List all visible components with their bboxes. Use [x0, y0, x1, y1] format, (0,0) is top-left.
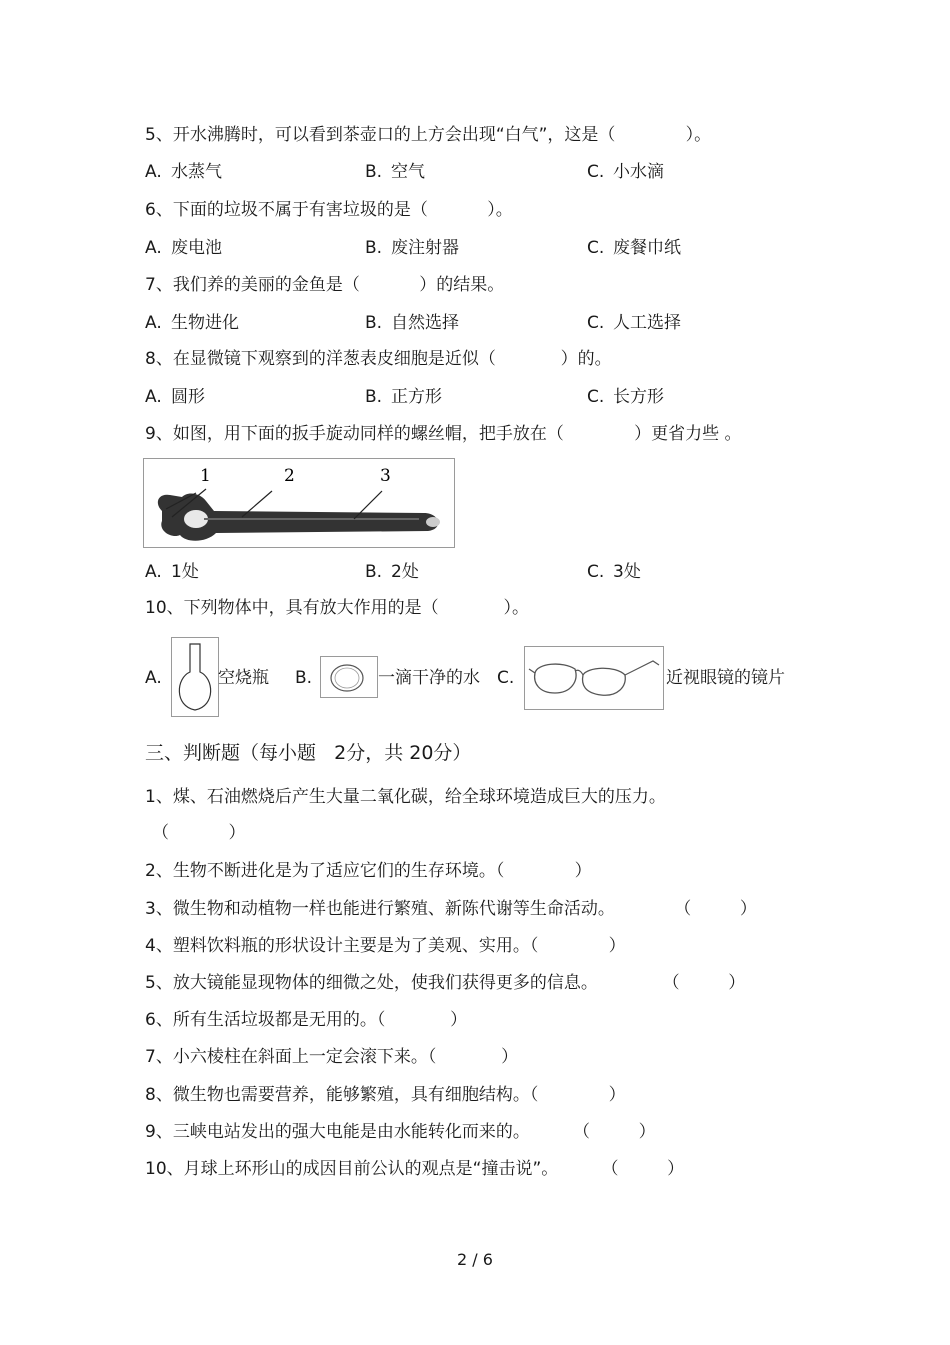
q10-option-b-text: 一滴干净的水: [378, 668, 480, 688]
wrench-label-2: 2: [284, 466, 295, 486]
q8-option-c: C. 长方形: [587, 387, 664, 407]
q8-option-b: B. 正方形: [365, 387, 442, 407]
q10-option-a-text: 空烧瓶: [218, 668, 269, 688]
glasses-image: [524, 646, 664, 710]
judge-item-6: 6、所有生活垃圾都是无用的。（ ）: [145, 1010, 468, 1030]
judge-item-7: 7、小六棱柱在斜面上一定会滚下来。（ ）: [145, 1047, 519, 1067]
judge-item-3: 3、微生物和动植物一样也能进行繁殖、新陈代谢等生命活动。 （ ）: [145, 899, 757, 919]
glasses-icon: [525, 647, 663, 709]
flask-image: [171, 637, 219, 717]
page-number: 2 / 6: [457, 1250, 493, 1269]
wrench-label-3: 3: [380, 466, 391, 486]
question-8-stem: 8、在显微镜下观察到的洋葱表皮细胞是近似（ ）的。: [145, 349, 612, 369]
q10-option-c-key: C.: [497, 668, 515, 688]
judge-item-1-paren: （ ）: [152, 823, 246, 843]
q5-option-a: A. 水蒸气: [145, 162, 222, 182]
q6-option-c: C. 废餐巾纸: [587, 238, 681, 258]
judge-item-5: 5、放大镜能显现物体的细微之处，使我们获得更多的信息。 （ ）: [145, 973, 746, 993]
q7-option-a: A. 生物进化: [145, 313, 239, 333]
wrench-figure: [143, 458, 455, 548]
question-6-stem: 6、下面的垃圾不属于有害垃圾的是（ ）。: [145, 200, 513, 220]
judge-item-2: 2、生物不断进化是为了适应它们的生存环境。（ ）: [145, 861, 592, 881]
q8-option-a: A. 圆形: [145, 387, 205, 407]
q10-option-a-key: A.: [145, 668, 162, 688]
q6-option-b: B. 废注射器: [365, 238, 459, 258]
q9-option-a: A. 1处: [145, 562, 199, 582]
section-3-title: 三、判断题（每小题 2分，共 20分）: [145, 742, 472, 764]
judge-item-8: 8、微生物也需要营养，能够繁殖，具有细胞结构。（ ）: [145, 1085, 626, 1105]
q10-option-c-text: 近视眼镜的镜片: [666, 668, 785, 688]
judge-item-9: 9、三峡电站发出的强大电能是由水能转化而来的。 （ ）: [145, 1122, 656, 1142]
judge-item-10: 10、月球上环形山的成因目前公认的观点是“撞击说”。 （ ）: [145, 1159, 685, 1179]
wrench-illustration: [144, 459, 454, 547]
q6-option-a: A. 废电池: [145, 238, 222, 258]
q10-option-b-key: B.: [295, 668, 313, 688]
q7-option-c: C. 人工选择: [587, 313, 681, 333]
judge-item-1: 1、煤、石油燃烧后产生大量二氧化碳，给全球环境造成巨大的压力。: [145, 787, 666, 807]
judge-item-4: 4、塑料饮料瓶的形状设计主要是为了美观、实用。（ ）: [145, 936, 626, 956]
q7-option-b: B. 自然选择: [365, 313, 459, 333]
question-5-stem: 5、开水沸腾时，可以看到茶壶口的上方会出现“白气”，这是（ ）。: [145, 125, 712, 145]
question-9-stem: 9、如图，用下面的扳手旋动同样的螺丝帽，把手放在（ ）更省力些 。: [145, 424, 742, 444]
flask-icon: [172, 638, 218, 716]
q5-option-b: B. 空气: [365, 162, 425, 182]
question-7-stem: 7、我们养的美丽的金鱼是（ ）的结果。: [145, 275, 505, 295]
water-drop-icon: [321, 657, 377, 697]
q9-option-c: C. 3处: [587, 562, 641, 582]
question-10-stem: 10、下列物体中，具有放大作用的是（ ）。: [145, 598, 529, 618]
q9-option-b: B. 2处: [365, 562, 419, 582]
q5-option-c: C. 小水滴: [587, 162, 664, 182]
water-drop-image: [320, 656, 378, 698]
wrench-label-1: 1: [200, 466, 211, 486]
